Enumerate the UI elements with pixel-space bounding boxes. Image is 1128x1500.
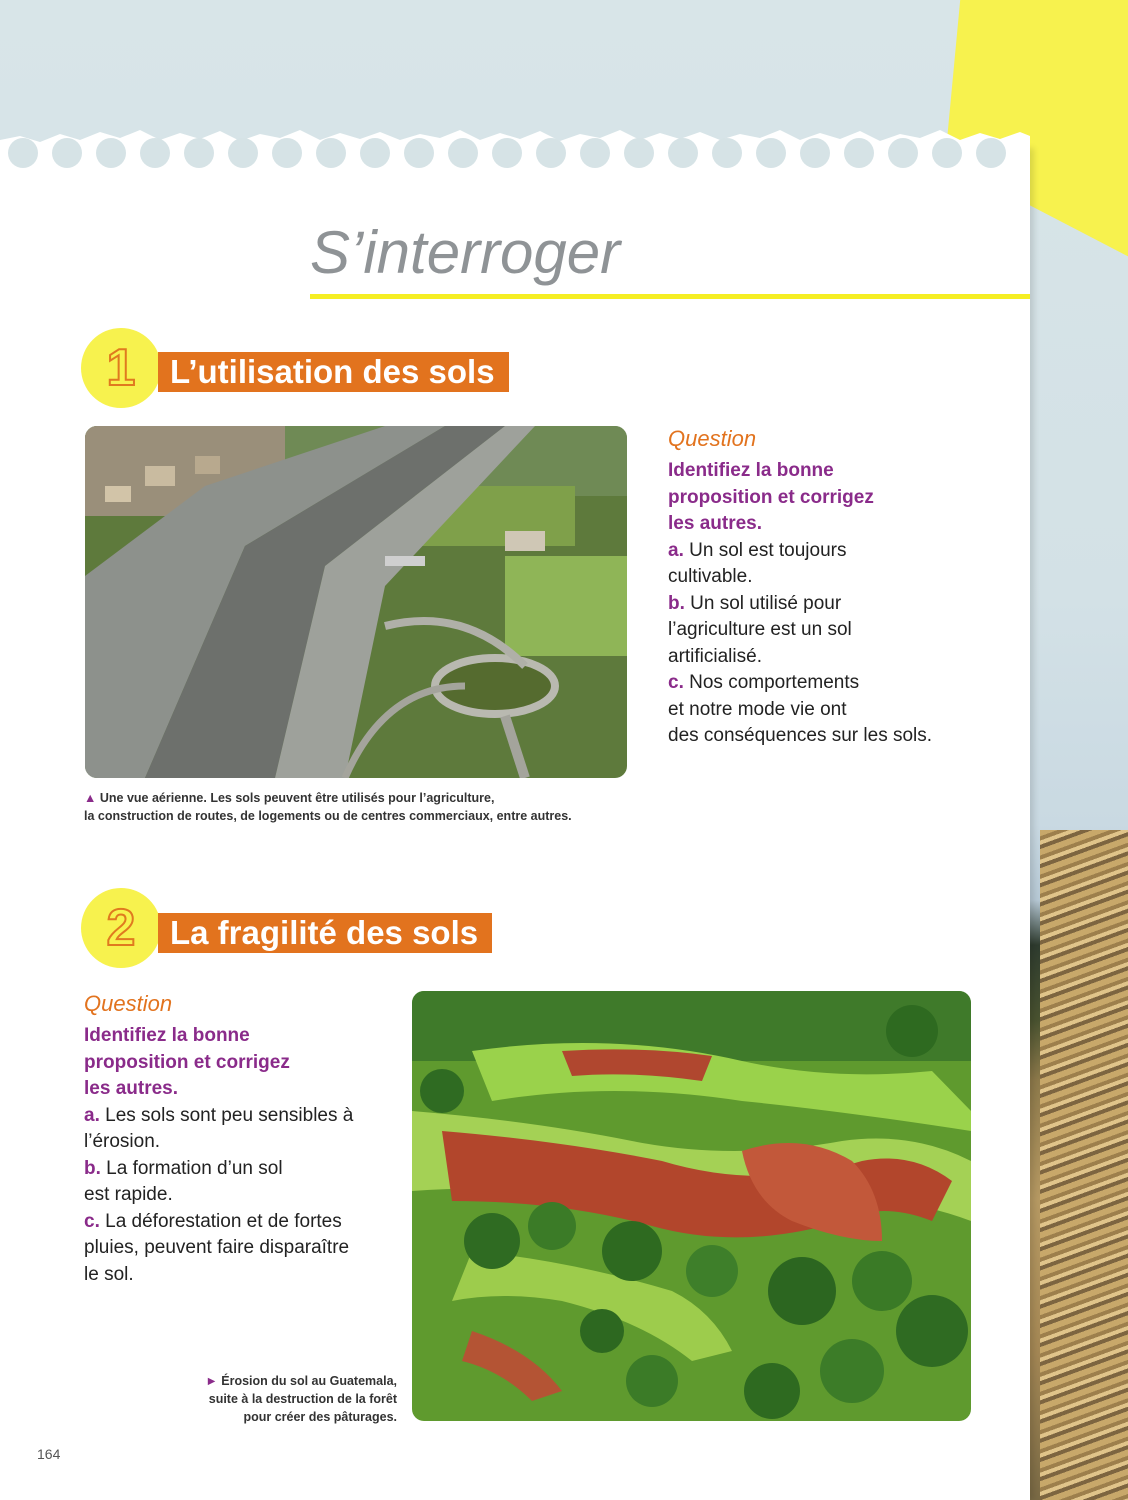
section2-option-a: a. Les sols sont peu sensibles à xyxy=(84,1104,354,1126)
section1-instruction-line3: les autres. xyxy=(668,513,762,534)
section2-heading: La fragilité des sols xyxy=(158,913,492,953)
section2-option-c-cont2: le sol. xyxy=(84,1263,134,1285)
section2-option-c: c. La déforestation et de fortes xyxy=(84,1210,342,1232)
section1-option-b: b. Un sol utilisé pour xyxy=(668,592,842,614)
section2-option-b: b. La formation d’un sol xyxy=(84,1157,283,1179)
section2-number-badge xyxy=(81,888,161,968)
section1-question-label: Question xyxy=(668,426,757,451)
section1-heading: L’utilisation des sols xyxy=(158,352,509,392)
erosion-guatemala-photo xyxy=(412,991,971,1421)
background-field xyxy=(1040,830,1128,1500)
section1-option-c-cont2: des conséquences sur les sols. xyxy=(668,725,933,746)
section2-instruction-line1: Identifiez la bonne xyxy=(84,1025,250,1046)
aerial-highway-photo xyxy=(85,426,627,778)
section2-caption xyxy=(196,1372,397,1426)
section1-option-c: c. Nos comportements xyxy=(668,672,860,693)
section1-caption-line1: Une vue aérienne. Les sols peuvent être utilisés pour l’agriculture, xyxy=(99,791,495,805)
section2-option-b-cont: est rapide. xyxy=(84,1184,173,1205)
section2-caption-line1: Érosion du sol au Guatemala, xyxy=(221,1374,397,1388)
section2-option-c-cont: pluies, peuvent faire disparaître xyxy=(84,1237,350,1258)
page-title: S’interroger xyxy=(310,219,621,286)
caption-marker-icon: ▲ xyxy=(84,791,97,805)
section1-question-body xyxy=(668,458,1008,750)
section2-number: 2 xyxy=(106,899,136,957)
section2-question-body xyxy=(84,1023,404,1288)
section1-option-a-cont: cultivable. xyxy=(668,566,753,587)
section1-option-a: a. Un sol est toujours xyxy=(668,539,847,561)
title-underline xyxy=(310,294,1030,299)
section1-number: 1 xyxy=(106,339,136,397)
section2-caption-line2: suite à la destruction de la forêt xyxy=(208,1392,397,1406)
section2-question-label: Question xyxy=(84,991,173,1016)
section2-instruction-line3: les autres. xyxy=(84,1078,178,1099)
section1-number-badge xyxy=(81,328,161,408)
section1-option-b-cont2: artificialisé. xyxy=(668,645,762,667)
caption-pointer-icon: ► xyxy=(205,1374,218,1388)
section2-caption-line3: pour créer des pâturages. xyxy=(243,1410,397,1424)
section1-option-b-cont: l’agriculture est un sol xyxy=(668,619,852,640)
section1-caption xyxy=(84,789,644,825)
section1-instruction-line1: Identifiez la bonne xyxy=(668,460,834,481)
section1-instruction-line2: proposition et corrigez xyxy=(668,486,874,508)
section1-caption-line2: la construction de routes, de logements ou de centres commerciaux, entre autres. xyxy=(84,809,572,823)
section2-option-a-cont: l’érosion. xyxy=(84,1131,161,1152)
binder-holes xyxy=(8,138,1028,174)
section2-instruction-line2: proposition et corrigez xyxy=(84,1051,290,1073)
page-number: 164 xyxy=(37,1446,61,1462)
section1-option-c-cont: et notre mode vie ont xyxy=(668,698,847,720)
